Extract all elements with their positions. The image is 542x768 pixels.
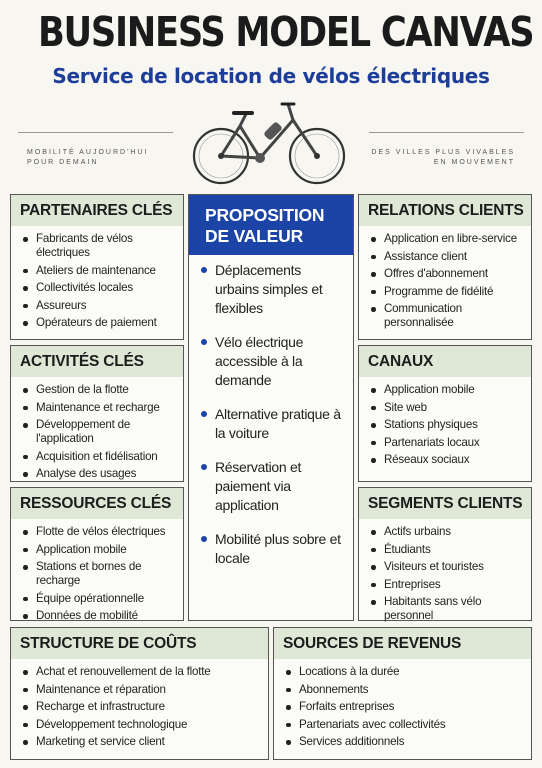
list-item: Visiteurs et touristes bbox=[370, 560, 525, 574]
page-subtitle: Service de location de vélos électriques bbox=[52, 64, 490, 88]
section-activites-cles bbox=[10, 345, 184, 482]
list-item: Partenariats locaux bbox=[370, 436, 525, 450]
section-title-line-2: DE VALEUR bbox=[205, 226, 304, 246]
list-item: Vélo électrique accessible à la demande bbox=[200, 333, 347, 390]
tagline-rule-right bbox=[369, 132, 524, 133]
list-item: Assureurs bbox=[22, 299, 177, 313]
tagline-right-line-2: EN MOUVEMENT bbox=[433, 159, 515, 166]
electric-bike-icon bbox=[188, 96, 350, 190]
item-list bbox=[189, 255, 353, 568]
tagline-right-line-1: DES VILLES PLUS VIVABLES bbox=[371, 149, 515, 156]
list-item: Gestion de la flotte bbox=[22, 383, 177, 397]
list-item: Offres d'abonnement bbox=[370, 267, 525, 281]
list-item: Programme de fidélité bbox=[370, 285, 525, 299]
list-item: Locations à la durée bbox=[285, 665, 525, 679]
list-item: Opérateurs de paiement bbox=[22, 316, 177, 330]
list-item: Étudiants bbox=[370, 543, 525, 557]
list-item: Achat et renouvellement de la flotte bbox=[22, 665, 262, 679]
list-item: Site web bbox=[370, 401, 525, 415]
list-item: Réseaux sociaux bbox=[370, 453, 525, 467]
section-partenaires-cles bbox=[10, 194, 184, 340]
list-item: Maintenance et recharge bbox=[22, 401, 177, 415]
section-title-line-1: PROPOSITION bbox=[205, 205, 325, 225]
tagline-right bbox=[371, 148, 515, 168]
section-title: RELATIONS CLIENTS bbox=[359, 195, 531, 226]
section-title bbox=[189, 195, 353, 255]
list-item: Collectivités locales bbox=[22, 281, 177, 295]
list-item: Stations physiques bbox=[370, 418, 525, 432]
section-proposition-de-valeur bbox=[188, 194, 354, 621]
section-ressources-cles bbox=[10, 487, 184, 621]
section-title: SEGMENTS CLIENTS bbox=[359, 488, 531, 519]
section-structure-de-couts bbox=[10, 627, 269, 760]
item-list bbox=[11, 659, 268, 749]
section-canaux bbox=[358, 345, 532, 482]
section-title: RESSOURCES CLÉS bbox=[11, 488, 183, 519]
list-item: Actifs urbains bbox=[370, 525, 525, 539]
item-list bbox=[359, 519, 531, 623]
section-title: STRUCTURE DE COÛTS bbox=[11, 628, 268, 659]
list-item: Communication personnalisée bbox=[370, 302, 525, 330]
list-item: Assistance client bbox=[370, 250, 525, 264]
list-item: Abonnements bbox=[285, 683, 525, 697]
item-list bbox=[359, 226, 531, 330]
list-item: Analyse des usages bbox=[22, 467, 177, 481]
section-title: PARTENAIRES CLÉS bbox=[11, 195, 183, 226]
tagline-rule-left bbox=[18, 132, 173, 133]
list-item: Développement de l'application bbox=[22, 418, 177, 446]
tagline-left-line-1: MOBILITÉ AUJOURD'HUI bbox=[27, 149, 149, 156]
section-sources-de-revenus bbox=[273, 627, 532, 760]
item-list bbox=[11, 519, 183, 623]
list-item: Flotte de vélos électriques bbox=[22, 525, 177, 539]
list-item: Habitants sans vélo personnel bbox=[370, 595, 525, 623]
list-item: Application mobile bbox=[22, 543, 177, 557]
list-item: Ateliers de maintenance bbox=[22, 264, 177, 278]
list-item: Stations et bornes de recharge bbox=[22, 560, 177, 588]
item-list bbox=[274, 659, 531, 749]
list-item: Maintenance et réparation bbox=[22, 683, 262, 697]
list-item: Services additionnels bbox=[285, 735, 525, 749]
list-item: Application mobile bbox=[370, 383, 525, 397]
list-item: Recharge et infrastructure bbox=[22, 700, 262, 714]
section-title: ACTIVITÉS CLÉS bbox=[11, 346, 183, 377]
tagline-left-line-2: POUR DEMAIN bbox=[27, 159, 99, 166]
item-list bbox=[11, 377, 183, 481]
tagline-left bbox=[27, 148, 148, 168]
list-item: Déplacements urbains simples et flexibles bbox=[200, 261, 347, 318]
page-title: BUSINESS MODEL CANVAS bbox=[37, 8, 534, 56]
list-item: Entreprises bbox=[370, 578, 525, 592]
list-item: Réservation et paiement via application bbox=[200, 458, 347, 515]
list-item: Équipe opérationnelle bbox=[22, 592, 177, 606]
list-item: Fabricants de vélos électriques bbox=[22, 232, 177, 260]
list-item: Alternative pratique à la voiture bbox=[200, 405, 347, 443]
section-title: SOURCES DE REVENUS bbox=[274, 628, 531, 659]
section-title: CANAUX bbox=[359, 346, 531, 377]
list-item: Développement technologique bbox=[22, 718, 262, 732]
list-item: Partenariats avec collectivités bbox=[285, 718, 525, 732]
list-item: Forfaits entreprises bbox=[285, 700, 525, 714]
list-item: Marketing et service client bbox=[22, 735, 262, 749]
item-list bbox=[359, 377, 531, 467]
list-item: Mobilité plus sobre et locale bbox=[200, 530, 347, 568]
list-item: Données de mobilité bbox=[22, 609, 177, 623]
section-relations-clients bbox=[358, 194, 532, 340]
item-list bbox=[11, 226, 183, 330]
list-item: Application en libre-service bbox=[370, 232, 525, 246]
section-segments-clients bbox=[358, 487, 532, 621]
list-item: Acquisition et fidélisation bbox=[22, 450, 177, 464]
